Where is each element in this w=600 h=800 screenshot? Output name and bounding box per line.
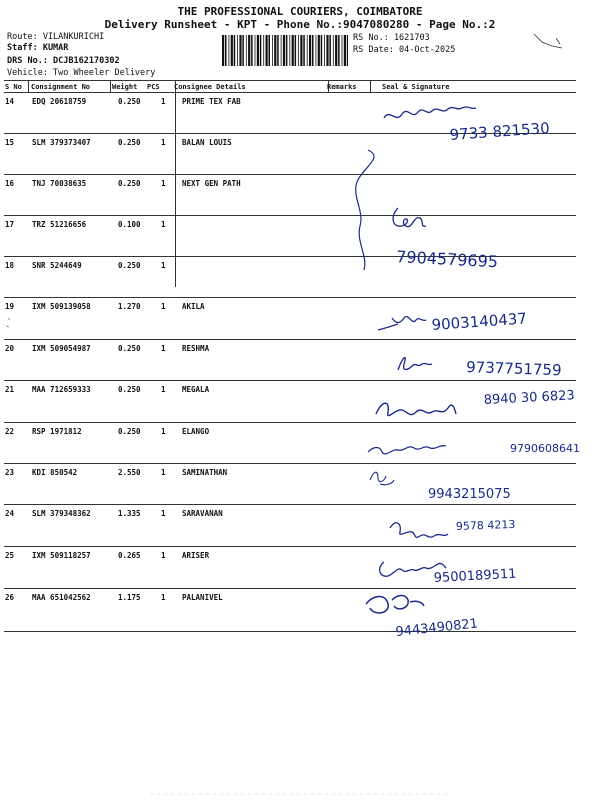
row-divider [4,215,576,216]
rs-number: RS No.: 1621703 [353,33,430,43]
row-pcs: 1 [161,261,166,270]
row-weight: 0.250 [118,427,141,436]
row-consignee: AKILA [182,302,205,311]
row-sno: 23 [5,468,15,477]
row-consignment: KDI 850542 [32,468,78,477]
handwritten-phone-14: 9733 821530 [449,119,551,144]
company-title: THE PROFESSIONAL COURIERS, COIMBATORE [177,5,423,18]
handwritten-phone-22: 9790608641 [510,442,580,455]
row-consignment: SNR 5244649 [32,261,82,270]
row-sno: 19 [5,302,15,311]
row-pcs: 1 [161,385,166,394]
row-divider [4,504,576,505]
handwritten-phone-26: 9443490821 [394,616,479,640]
col-divider [370,80,371,93]
handwritten-phone-21: 8940 30 6823 [483,388,576,408]
header-sno: S No [5,83,22,91]
header-pcs: PCS [147,83,160,91]
row-sno: 26 [5,593,15,602]
row-consignment: MAA 651042562 [32,593,91,602]
row-consignment: MAA 712659333 [32,385,91,394]
header-consignee: Consignee Details [174,83,246,91]
row-pcs: 1 [161,220,166,229]
row-sno: 17 [5,220,15,229]
table-row [0,589,600,630]
row-pcs: 1 [161,509,166,518]
row-weight: 0.250 [118,97,141,106]
row-pcs: 1 [161,97,166,106]
corner-scribble-icon [528,30,568,52]
header-seal: Seal & Signature [382,83,450,91]
row-weight: 1.175 [118,593,141,602]
row-pcs: 1 [161,551,166,560]
row-sno: 18 [5,261,15,270]
row-pcs: 1 [161,593,166,602]
row-consignment: IXM 509054987 [32,344,91,353]
row-pcs: 1 [161,468,166,477]
row-consignment: IXM 509118257 [32,551,91,560]
row-weight: 0.100 [118,220,141,229]
route-label: Route: VILANKURICHI [7,32,105,42]
row-consignment: SLM 379373407 [32,138,91,147]
runsheet-subtitle: Delivery Runsheet - KPT - Phone No.:9047080280 - Page No.:2 [104,18,496,31]
row-weight: 1.335 [118,509,141,518]
row-divider [4,174,576,175]
row-divider [4,631,576,632]
handwritten-phone-23: 9943215075 [428,487,511,502]
row-pcs: 1 [161,138,166,147]
handwritten-phone-24: 9578 4213 [455,517,516,533]
row-weight: 0.265 [118,551,141,560]
row-divider [4,588,576,589]
col-divider [28,80,29,93]
row-consignee: ARISER [182,551,210,560]
table-top-border [4,80,576,81]
row-weight: 2.550 [118,468,141,477]
row-pcs: 1 [161,179,166,188]
row-consignee: NEXT GEN PATH [182,179,241,188]
row-consignment: IXM 509139058 [32,302,91,311]
row-sno: 24 [5,509,15,518]
row-sno: 20 [5,344,15,353]
row-consignment: SLM 379348362 [32,509,91,518]
row-divider [4,256,576,257]
vehicle-label: Vehicle: Two Wheeler Delivery [7,68,156,78]
col-divider [110,80,111,93]
table-row [0,381,600,422]
handwritten-phone-17: 7904579695 [395,247,499,272]
row-sno: 16 [5,179,15,188]
row-weight: 0.250 [118,179,141,188]
bottom-scan-mark-icon [150,788,450,798]
row-pcs: 1 [161,302,166,311]
row-sno: 14 [5,97,15,106]
row-weight: 1.270 [118,302,141,311]
row-divider [4,339,576,340]
rs-date: RS Date: 04-Oct-2025 [353,45,456,55]
row-weight: 0.250 [118,138,141,147]
row-divider [4,463,576,464]
row-consignee: SAMINATHAN [182,468,228,477]
row-sno: 25 [5,551,15,560]
row-divider [4,297,576,298]
row-divider [4,546,576,547]
row-sno: 22 [5,427,15,436]
drs-label: DRS No.: DCJB162170302 [7,56,120,66]
row-pcs: 1 [161,344,166,353]
table-row [0,423,600,464]
table-row [0,257,600,298]
row-consignment: RSP 1971812 [32,427,82,436]
table-row [0,134,600,175]
row-consignee: SARAVANAN [182,509,223,518]
table-row [0,505,600,546]
handwritten-phone-19: 9003140437 [431,309,528,334]
table-row [0,93,600,134]
table-row [0,175,600,216]
handwritten-phone-25: 9500189511 [433,566,517,586]
row-consignee: RESHMA [182,344,210,353]
row-consignee: BALAN LOUIS [182,138,232,147]
staff-label: Staff: KUMAR [7,43,69,53]
table-row [0,216,600,257]
handwritten-phone-20: 9737751759 [465,358,562,380]
row-consignment: TNJ 70038635 [32,179,87,188]
row-consignee: ELANGO [182,427,210,436]
row-pcs: 1 [161,427,166,436]
row-consignment: TRZ 51216656 [32,220,87,229]
row-consignee: MEGALA [182,385,210,394]
row-weight: 0.250 [118,261,141,270]
row-sno: 21 [5,385,15,394]
barcode-icon [222,35,348,66]
row-weight: 0.250 [118,344,141,353]
header-weight: Weight [112,83,138,91]
row-weight: 0.250 [118,385,141,394]
table-row [0,298,600,339]
row-consignee: PRIME TEX FAB [182,97,241,106]
row-divider [4,422,576,423]
table-row [0,464,600,505]
row-sno: 15 [5,138,15,147]
row-divider [4,380,576,381]
row-consignee: PALANIVEL [182,593,223,602]
header-remarks: Remarks [327,83,357,91]
table-row [0,340,600,381]
row-divider [4,133,576,134]
table-row [0,547,600,588]
header-consignment: Consignment No [31,83,91,91]
row-consignment: EDQ 20618759 [32,97,87,106]
